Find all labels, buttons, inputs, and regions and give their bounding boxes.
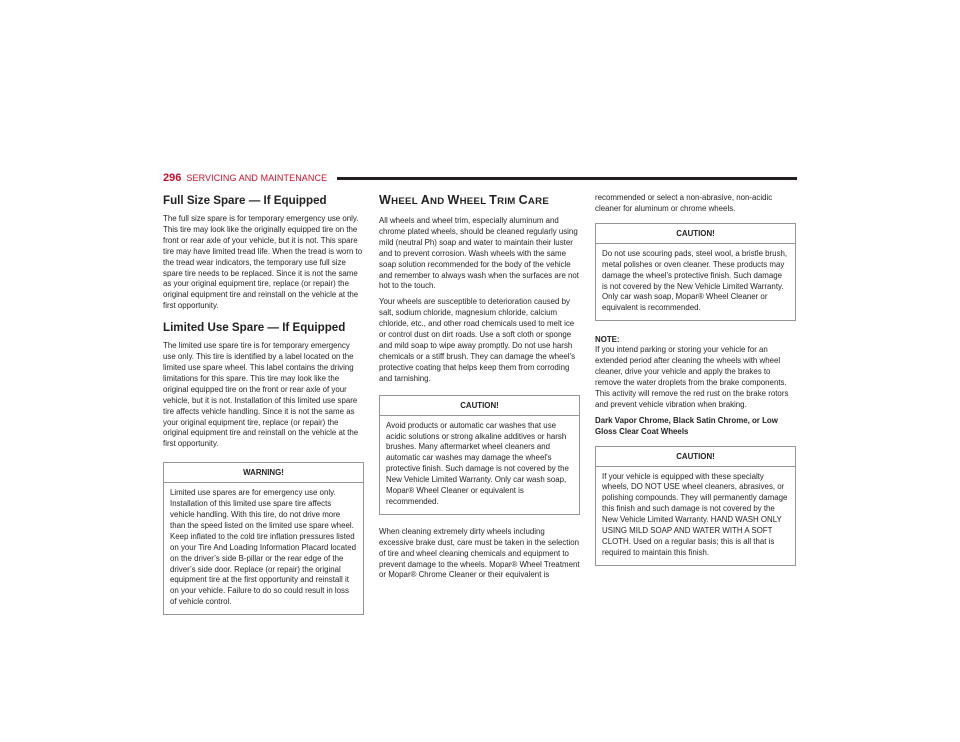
heading-cap: C — [518, 193, 528, 207]
heading-cap: A — [420, 193, 431, 207]
page-header — [163, 171, 797, 185]
limited-use-spare-heading: Limited Use Spare — If Equipped — [163, 321, 346, 335]
wheel-care-paragraph-1: All wheels and wheel trim, especially aluminum and chrome plated wheels, should be cleaned regularly using mild (neutral Ph) soap and water to maintain their luster and to prevent corrosion. Wash wheels with the same soap solution recommended for the body of the vehicle and remember to always wash when the surfaces are not hot to the touch. — [379, 216, 579, 291]
note-body: If you intend parking or storing your vehicle for an extended period after cleaning the wheels with wheel cleaner, drive your vehicle and apply the brakes to remove the water droplets from the brake components. This activity will remove the red rust on the brake rotors and prevent vehicle vibration when braking. — [595, 345, 789, 409]
wheel-care-paragraph-2: Your wheels are susceptible to deterioration caused by salt, sodium chloride, magnesium chloride, calcium chloride, etc., and other road chemicals used to melt ice or control dust on dirt roads. Use a soft cloth or sponge and mild soap to wipe away promptly. Do not use harsh chemicals or a stiff brush. They can damage the wheel’s protective coating that helps keep them from corroding and tarnishing. — [379, 297, 576, 383]
heading-smallcaps: RIM — [497, 196, 519, 207]
warning-body: Limited use spares are for emergency use only. Installation of this limited use spare tire affects vehicle handling. With this tire, do not drive more than the speed listed on the limited use spare wheel. Keep inflated to the cold tire inflation pressures listed on your Tire And Loading Information Placard located on the driver’s side B-pillar or the rear edge of the driver’s side door. Replace (or repair) the original equipment tire at the first opportunity and reinstall it on your vehicle. Failure to do so could result in loss of vehicle control. — [170, 488, 356, 607]
heading-smallcaps: HEEL — [391, 196, 421, 207]
full-size-spare-body: The full size spare is for temporary emergency use only. This tire may look like the originally equipped tire on the front or rear axle of your vehicle, but it is not. This spare tire may have limited tread life. When the tread is worn to the tread wear indicators, the temporary use full size spare tire needs to be replaced. Since it is not the same as your original equipment tire, replace (or repair) the original equipment tire and reinstall on the vehicle at the first opportunity. — [163, 214, 363, 311]
section-title: SERVICING AND MAINTENANCE — [186, 173, 328, 183]
specialty-wheels-subhead: Dark Vapor Chrome, Black Satin Chrome, or Low Gloss Clear Coat Wheels — [595, 415, 778, 436]
heading-smallcaps: ND — [430, 196, 448, 207]
heading-smallcaps: ARE — [527, 196, 550, 207]
caution-body: Avoid products or automatic car washes that use acidic solutions or strong alkaline additives or harsh brushes. Many aftermarket wheel cleaners and automatic car washes may damage the wheel's protective finish. Such damage is not covered by the New Vehicle Limited Warranty. Only car wash soap, Mopar® Wheel Cleaner or equivalent is recommended. — [386, 420, 569, 506]
column-right — [595, 193, 796, 578]
wheel-care-heading — [379, 193, 580, 209]
caution-title: CAUTION! — [596, 224, 795, 244]
caution-box-scouring — [595, 223, 796, 321]
caution-box-specialty — [595, 446, 796, 566]
warning-title: WARNING! — [164, 463, 363, 483]
heading-cap: T — [489, 193, 498, 207]
wheel-care-paragraph-3: When cleaning extremely dirty wheels including excessive brake dust, care must be taken in the selection of tire and wheel cleaning chemicals and equipment to prevent damage to the wheels. Mopar® Wheel Treatment or Mopar® Chrome Cleaner or their equivalent is — [379, 526, 580, 580]
header-rule — [337, 177, 797, 180]
caution-body: If your vehicle is equipped with these specialty wheels, DO NOT USE wheel cleaners, abrasives, or polishing compounds. They will permanently damage this finish and such damage is not covered by the New Vehicle Limited Warranty. HAND WASH ONLY USING MILD SOAP AND WATER WITH A SOFT CLOTH. Used on a regular basis; this is all that is required to maintain this finish. — [602, 471, 788, 557]
limited-use-spare-body: The limited use spare tire is for temporary emergency use only. This tire is identified by a label located on the limited use spare wheel. This label contains the driving limitations for this spare. This tire may look like the original equipped tire on the front or rear axle of your vehicle, but it is not. Installation of this limited use spare tire affects vehicle handling. Since it is not the same as your original equipment tire, replace (or repair) the original equipment tire and reinstall on the vehicle at the first opportunity. — [163, 341, 359, 449]
caution-title: CAUTION! — [380, 396, 579, 416]
caution-box-acidic — [379, 395, 580, 515]
note-label: NOTE: — [595, 335, 620, 345]
heading-cap: W — [447, 193, 460, 207]
heading-cap: W — [379, 193, 392, 207]
heading-smallcaps: HEEL — [459, 196, 490, 207]
column-middle — [379, 193, 580, 586]
caution-title: CAUTION! — [596, 447, 795, 467]
column-left — [163, 193, 364, 627]
warning-box — [163, 462, 364, 615]
full-size-spare-heading: Full Size Spare — If Equipped — [163, 194, 327, 207]
continued-paragraph: recommended or select a non-abrasive, non-acidic cleaner for aluminum or chrome wheels. — [595, 193, 773, 213]
page-number: 296 — [163, 172, 182, 184]
caution-body: Do not use scouring pads, steel wool, a bristle brush, metal polishes or oven cleaner. These products may damage the wheel's protective finish. Such damage is not covered by the New Vehicle Limited Warranty. Only car wash soap, Mopar® Wheel Cleaner or equivalent is recommended. — [602, 248, 788, 313]
